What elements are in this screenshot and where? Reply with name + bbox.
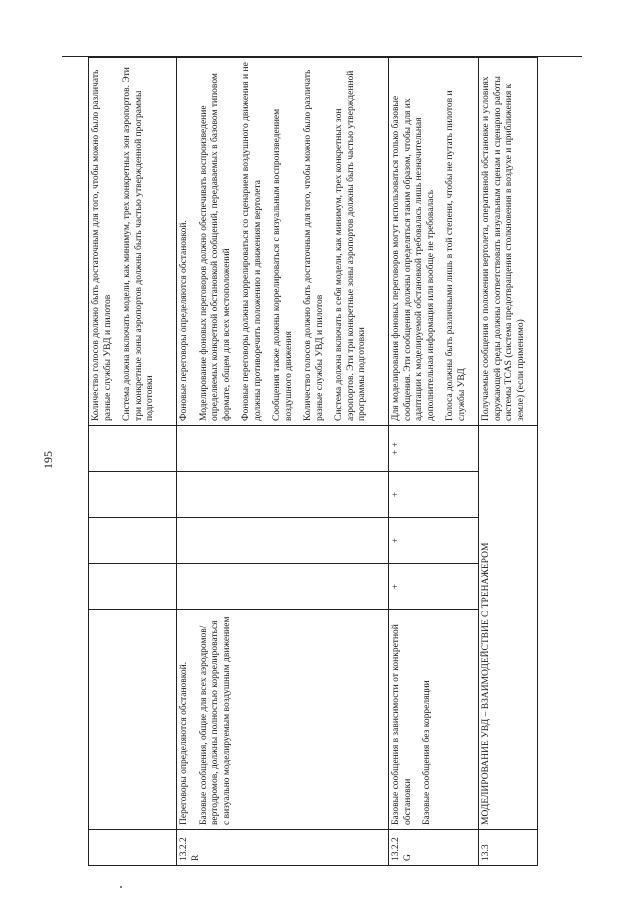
section-number — [89, 830, 177, 866]
section-title: Переговоры определяются обстановкой. — [179, 661, 189, 825]
rotated-table-container — [88, 58, 528, 866]
section-subtitle: Базовые сообщения, общие для всех аэродромов/ вертодромов, должны полностью коррелироваться с визуально моделируемым воздушным движением — [198, 616, 232, 825]
mark-cell — [89, 518, 177, 564]
section-number: 13.2.2 R — [177, 830, 389, 866]
description-text: Голоса должны быть различными лишь в той степени, чтобы не путать пилотов и службы УВД — [445, 90, 467, 421]
mark-cell — [177, 564, 389, 610]
mark-cell — [177, 518, 389, 564]
description-text: Для моделирования фоновых переговоров могут использоваться только базовые сообщения. Эти сообщения должны определяться таким образом, чтобы для их адаптации к моделируемой обстановкой требовалась лишь незначительная дополнительная информация или вообще не требовалась — [391, 95, 436, 421]
section-title: Базовые сообщения в зависимости от конкретной обстановки — [391, 624, 413, 825]
section-number: 13.2.2 G — [389, 830, 479, 866]
page-number: 195 — [41, 451, 55, 469]
section-title — [89, 610, 177, 830]
mark-cell — [177, 426, 389, 472]
description-text: Получаемые сообщения о положении вертолета, оперативной обстановке и условиях окружающей среды должны соответствовать визуальным сценам и сценарию работы системы TCAS (система предотвращения столкновения в воздухе и приближения к земле) (если применимо) — [481, 76, 526, 421]
scan-speck — [120, 886, 122, 888]
section-number: 13.3 — [479, 830, 538, 866]
mark-cell — [89, 564, 177, 610]
section-title-cell — [177, 610, 389, 830]
description-text: Количество голосов должно быть достаточным для того, чтобы можно было различать разные службы УВД и пилотов — [91, 69, 113, 421]
mark-cell — [389, 426, 479, 472]
section-title-cell — [389, 610, 479, 830]
requirements-table — [88, 57, 538, 866]
mark-cell — [89, 426, 177, 472]
table-row — [89, 58, 177, 866]
mark-cell: + — [389, 518, 479, 564]
mark-plus: + — [391, 441, 401, 448]
description-text: Фоновые переговоры определяются обстановкой. — [179, 220, 189, 421]
mark-cell: + — [389, 472, 479, 518]
mark-cell — [389, 564, 479, 610]
description-cell — [177, 58, 389, 426]
description-text: Система должна включать в себя модели, как минимум, трех конкретных зон аэропортов. Эти три конкретные зоны аэропортов должны быть частью утвержденной программы подготовки — [334, 70, 367, 421]
mark-cell — [89, 472, 177, 518]
section-heading-cell — [479, 426, 538, 830]
description-cell — [389, 58, 479, 426]
description-text: Система должна включать модели, как минимум, трех конкретных зон аэропортов. Эти три конкретные зоны аэропортов должны быть частью утвержденной программы подготовки — [122, 67, 155, 421]
mark-plus: + — [391, 449, 401, 456]
table-row — [389, 58, 479, 866]
section-heading: МОДЕЛИРОВАНИЕ УВД – ВЗАИМОДЕЙСТВИЕ С ТРЕНАЖЕРОМ — [481, 542, 491, 825]
table-row — [479, 58, 538, 866]
description-cell — [89, 58, 177, 426]
description-text: Моделирование фоновых переговоров должно обеспечивать воспроизведение определяемых конкретной обстановкой сообщений, передаваемых в базовом типовом формате, общем для всех местоположений — [198, 73, 232, 421]
section-subtitle: Базовые сообщения без корреляции — [422, 680, 432, 825]
description-text: Сообщения также должны коррелироваться с визуальным воспроизведением воздушного движения — [272, 108, 294, 421]
mark-cell — [177, 472, 389, 518]
table-row — [177, 58, 389, 866]
description-cell — [479, 58, 538, 426]
description-text: Фоновые переговоры должны коррелироваться со сценарием воздушного движения и не должны противоречить положению и движениям вертолета — [241, 62, 263, 421]
description-text: Количество голосов должно быть достаточным для того, чтобы можно было различать разные службы УВД и пилотов — [303, 69, 325, 421]
mark-plus: + — [391, 583, 401, 590]
